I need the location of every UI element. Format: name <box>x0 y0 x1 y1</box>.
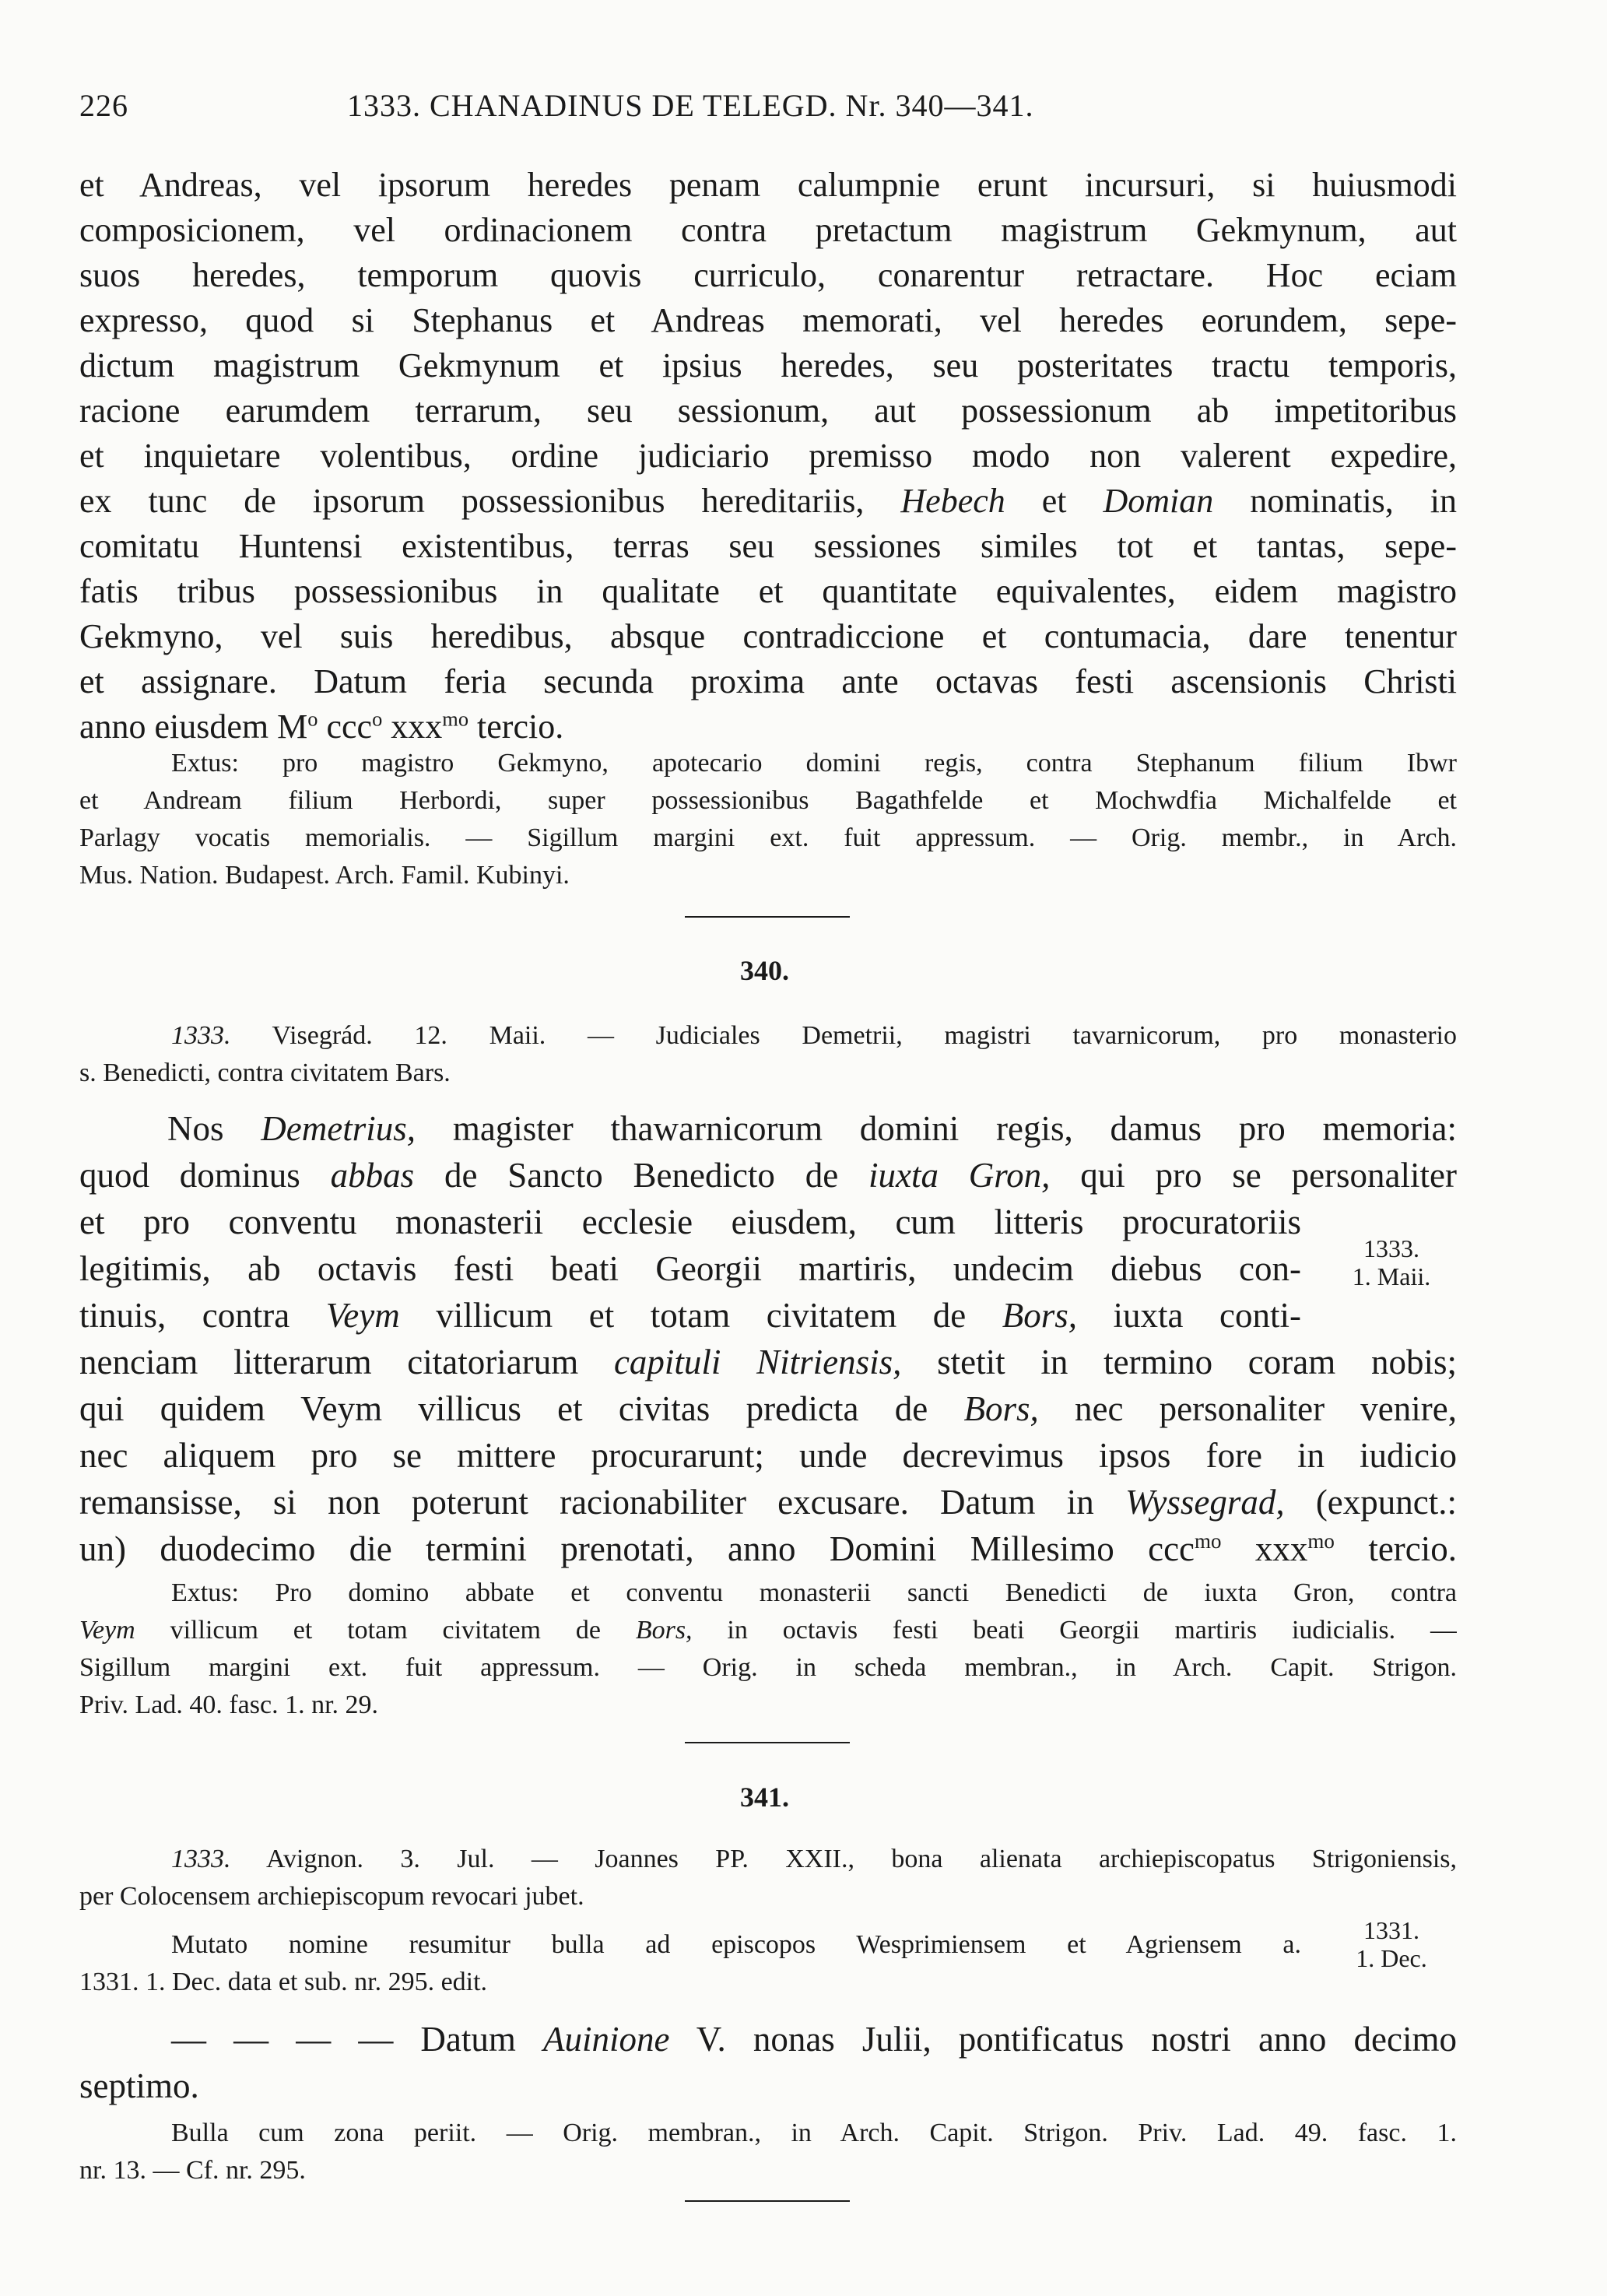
regest-line: 1333. Visegrád. 12. Maii. — Judiciales Demetrii, magistri tavarnicorum, pro monasterio <box>171 1021 1457 1050</box>
text-line: nec aliquem pro se mittere procurarunt; unde decrevimus ipsos fore in iudicio <box>79 1436 1457 1475</box>
text-line: fatis tribus possessionibus in qualitate et quantitate equivalentes, eidem magistro <box>79 572 1457 610</box>
text-line: Nos Demetrius, magister thawarnicorum domini regis, damus pro memoria: <box>167 1109 1457 1148</box>
text-line: et assignare. Datum feria secunda proxima ante octavas festi ascensionis Christi <box>79 662 1457 700</box>
charter-number: 340. <box>740 955 789 986</box>
text-line: nenciam litterarum citatoriarum capituli Nitriensis, stetit in termino coram nobis; <box>79 1343 1457 1381</box>
regest-line: per Colocensem archiepiscopum revocari jubet. <box>79 1882 584 1911</box>
margin-date: 1331. 1. Dec. <box>1356 1916 1427 1972</box>
note-line: Extus: pro magistro Gekmyno, apotecario domini regis, contra Stephanum filium Ibwr <box>171 749 1457 778</box>
text-line: 1331. 1. Dec. data et sub. nr. 295. edit. <box>79 1968 488 1996</box>
text-line: un) duodecimo die termini prenotati, anno Domini Millesimo ccc$^{mo}$ xxx$^{mo}$ tercio. <box>79 1529 1457 1568</box>
text-line: composicionem, vel ordinacionem contra pretactum magistrum Gekmynum, aut <box>79 211 1457 249</box>
text-line: tinuis, contra Veym villicum et totam civitatem de Bors, iuxta conti- <box>79 1296 1301 1335</box>
place-name: Domian <box>1103 482 1214 520</box>
note-line: Bulla cum zona periit. — Orig. membran., in Arch. Capit. Strigon. Priv. Lad. 49. fasc. 1. <box>171 2119 1457 2147</box>
text-line: qui quidem Veym villicus et civitas predicta de Bors, nec personaliter venire, <box>79 1389 1457 1428</box>
note-line: Mus. Nation. Budapest. Arch. Famil. Kubinyi. <box>79 861 570 890</box>
section-divider <box>685 1742 850 1743</box>
page-header <box>79 87 1449 134</box>
text-line: et Andreas, vel ipsorum heredes penam calumpnie erunt incursuri, si huiusmodi <box>79 166 1457 204</box>
text-line: racione earumdem terrarum, seu sessionum, aut possessionum ab impetitoribus <box>79 391 1457 430</box>
note-line: Priv. Lad. 40. fasc. 1. nr. 29. <box>79 1690 379 1719</box>
text-line: et inquietare volentibus, ordine judiciario premisso modo non valerent expedire, <box>79 437 1457 475</box>
text-line: expresso, quod si Stephanus et Andreas memorati, vel heredes eorundem, sepe- <box>79 301 1457 339</box>
text-line: — — — — Datum Auinione V. nonas Julii, pontificatus nostri anno decimo <box>171 2020 1457 2059</box>
text-line: remansisse, si non poterunt racionabiliter excusare. Datum in Wyssegrad, (expunct.: <box>79 1483 1457 1522</box>
text-line: ex tunc de ipsorum possessionibus hereditariis, Hebech et Domian nominatis, in <box>79 482 1457 520</box>
running-title: 1333. CHANADINUS DE TELEGD. Nr. 340—341. <box>347 88 1034 123</box>
charter-number: 341. <box>740 1782 789 1813</box>
text-line: et pro conventu monasterii ecclesie eiusdem, cum litteris procuratoriis <box>79 1202 1301 1241</box>
text-line: Gekmyno, vel suis heredibus, absque contradiccione et contumacia, dare tenentur <box>79 617 1457 655</box>
regest-line: s. Benedicti, contra civitatem Bars. <box>79 1058 451 1087</box>
text-line: suos heredes, temporum quovis curriculo, conarentur retractare. Hoc eciam <box>79 256 1457 294</box>
note-line: Veym villicum et totam civitatem de Bors, in octavis festi beati Georgii martiris iudicialis. — <box>79 1616 1457 1645</box>
text-line: quod dominus abbas de Sancto Benedicto de iuxta Gron, qui pro se personaliter <box>79 1156 1457 1195</box>
margin-date: 1333. 1. Maii. <box>1352 1234 1431 1290</box>
text-line: dictum magistrum Gekmynum et ipsius heredes, seu posteritates tractu temporis, <box>79 346 1457 384</box>
place-name: Hebech <box>900 482 1005 520</box>
text-line: septimo. <box>79 2066 199 2105</box>
page-number: 226 <box>79 88 128 123</box>
text-line: Mutato nomine resumitur bulla ad episcopos Wesprimiensem et Agriensem a. <box>171 1930 1301 1959</box>
regest-line: 1333. Avignon. 3. Jul. — Joannes PP. XXII., bona alienata archiepiscopatus Strigoniensis, <box>171 1845 1457 1873</box>
text-line: anno eiusdem $M^o$ ccc$^o$ xxx$^{mo}$ tercio. <box>79 707 564 746</box>
note-line: Sigillum margini ext. fuit appressum. — Orig. in scheda membran., in Arch. Capit. Strigon. <box>79 1653 1457 1682</box>
section-divider <box>685 2200 850 2202</box>
text-line: legitimis, ab octavis festi beati Georgii martiris, undecim diebus con- <box>79 1249 1301 1288</box>
note-line: et Andream filium Herbordi, super possessionibus Bagathfelde et Mochwdfia Michalfelde et <box>79 786 1457 815</box>
note-line: Extus: Pro domino abbate et conventu monasterii sancti Benedicti de iuxta Gron, contra <box>171 1578 1457 1607</box>
section-divider <box>685 916 850 918</box>
note-line: nr. 13. — Cf. nr. 295. <box>79 2156 306 2185</box>
note-line: Parlagy vocatis memorialis. — Sigillum margini ext. fuit appressum. — Orig. membr., in Arch. <box>79 823 1457 852</box>
text-line: comitatu Huntensi existentibus, terras seu sessiones similes tot et tantas, sepe- <box>79 527 1457 565</box>
